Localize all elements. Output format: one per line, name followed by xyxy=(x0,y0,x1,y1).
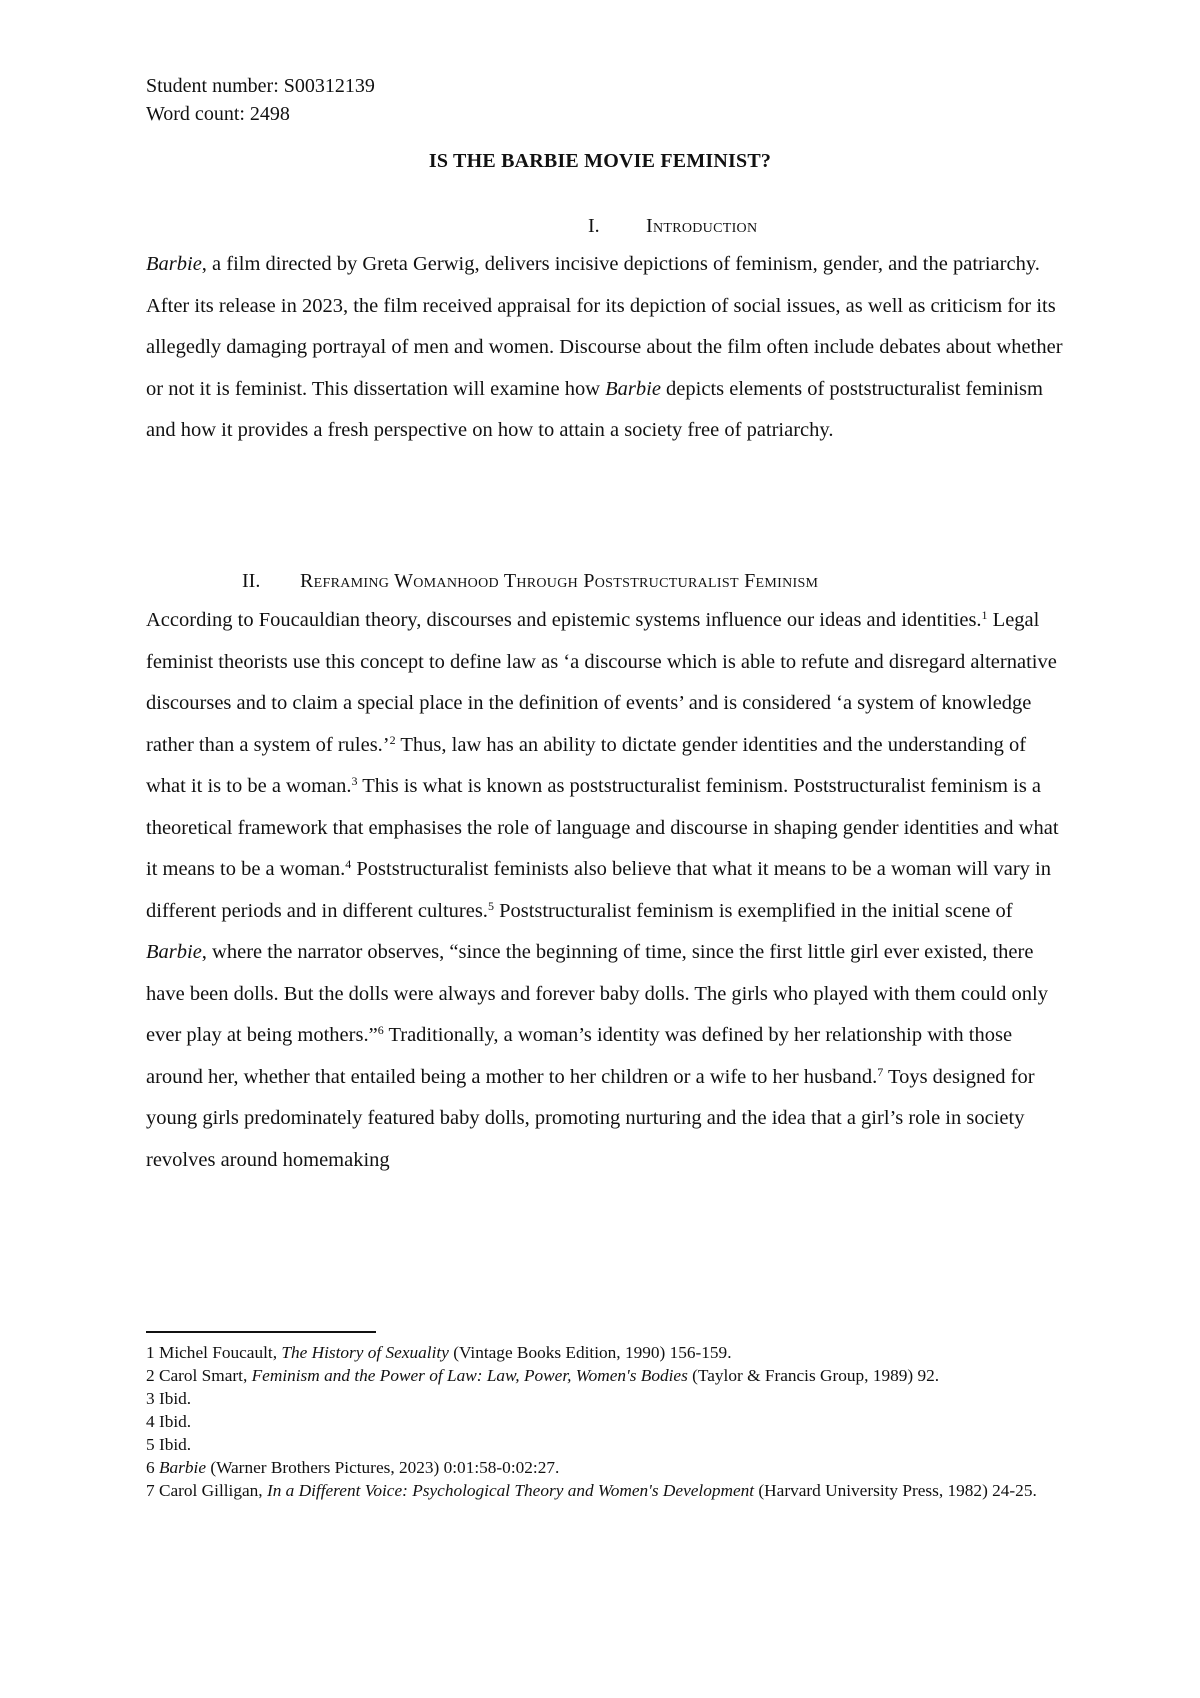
reframing-paragraph: According to Foucauldian theory, discourses and epistemic systems influence our ideas and identities.$^1$ Legal feminist theorists use this concept to define law as ‘a discourse which is able to refute and disregard alternative discourses and to claim a special place in the definition of events’ and is considered ‘a system of knowledge rather than a system of rules.’$^2$ Thus, law has an ability to dictate gender identities and the understanding of what it is to be a woman.$^3$ This is what is known as poststructuralist feminism. Poststructuralist feminism is a theoretical framework that emphasises the role of language and discourse in shaping gender identities and what it means to be a woman.$^4$ Poststructuralist feminists also believe that what it means to be a woman will vary in different periods and in different cultures.$^5$ Poststructuralist feminism is exemplified in the initial scene of Barbie, where the narrator observes, “since the beginning of time, since the first little girl ever existed, there have been dolls. But the dolls were always and forever baby dolls. The girls who played with them could only ever play at being mothers.”$^6$ Traditionally, a woman’s identity was defined by her relationship with those around her, whether that entailed being a mother to her children or a wife to her husband.$^7$ Toys designed for young girls predominately featured baby dolls, promoting nurturing and the idea that a girl’s role in society revolves around homemaking xyxy=(146,608,1059,1171)
footnote-5: 5 Ibid. xyxy=(146,1435,192,1454)
film-title: Barbie xyxy=(605,377,661,400)
section-title: Reframing Womanhood Through Poststructuralist Feminism xyxy=(300,570,819,592)
introduction-paragraph: Barbie, a film directed by Greta Gerwig, delivers incisive depictions of feminism, gender, and the patriarchy. After its release in 2023, the film received appraisal for its depiction of social issues, as well as criticism for its allegedly damaging portrayal of men and women. Discourse about the film often include debates about whether or not it is feminist. This dissertation will examine how Barbie depicts elements of poststructuralist feminism and how it provides a fresh perspective on how to attain a society free of patriarchy. xyxy=(146,253,1063,441)
header-block xyxy=(146,72,375,128)
footnote-divider xyxy=(146,1331,376,1333)
footnote-7: 7 Carol Gilligan, In a Different Voice: Psychological Theory and Women's Development (Harvard University Press, 1982) 24-25. xyxy=(146,1481,1037,1500)
footnote-4: 4 Ibid. xyxy=(146,1412,192,1431)
word-count: Word count: 2498 xyxy=(146,103,290,125)
section-number: II. xyxy=(242,570,261,592)
footnote-ref: 1 xyxy=(981,608,988,622)
footnote-ref: 7 xyxy=(877,1064,884,1079)
footnotes xyxy=(146,1341,1066,1502)
footnote-ref: 2 xyxy=(389,732,396,747)
section-number: I. xyxy=(588,215,600,237)
section-title: Introduction xyxy=(646,215,758,237)
footnote-3: 3 Ibid. xyxy=(146,1389,192,1408)
footnote-1: 1 Michel Foucault, The History of Sexuality (Vintage Books Edition, 1990) 156-159. xyxy=(146,1343,732,1362)
footnote-2: 2 Carol Smart, Feminism and the Power of Law: Law, Power, Women's Bodies (Taylor & Francis Group, 1989) 92. xyxy=(146,1366,940,1385)
footnote-ref: 4 xyxy=(345,857,352,871)
document-title: IS THE BARBIE MOVIE FEMINIST? xyxy=(428,150,772,172)
student-number: Student number: S00312139 xyxy=(146,75,375,97)
footnote-6: 6 Barbie (Warner Brothers Pictures, 2023) 0:01:58-0:02:27. xyxy=(146,1458,560,1477)
film-title: Barbie xyxy=(146,253,202,275)
footnote-ref: 5 xyxy=(487,898,494,913)
footnote-ref: 3 xyxy=(351,774,358,788)
film-title: Barbie xyxy=(146,941,202,963)
footnote-ref: 6 xyxy=(377,1023,384,1037)
